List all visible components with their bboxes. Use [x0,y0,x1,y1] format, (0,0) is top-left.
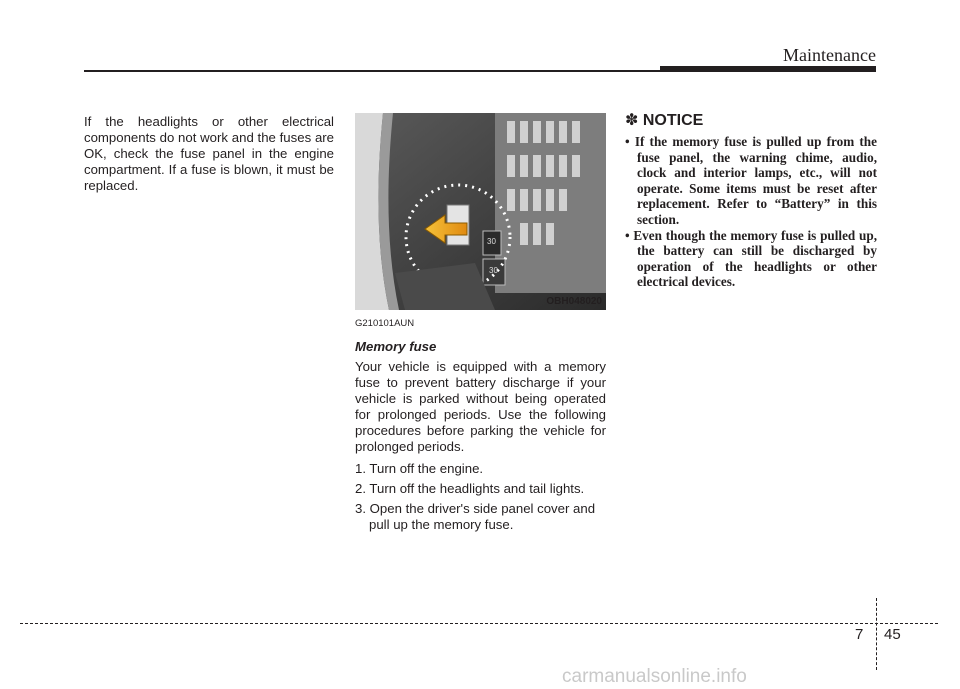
memory-fuse-figure [355,113,606,310]
notice-box [625,110,877,290]
notice-title: ✽ NOTICE [625,112,704,129]
watermark: carmanualsonline.info [562,666,747,687]
memory-fuse-intro: Your vehicle is equipped with a memory fuse to prevent battery discharge if your vehicle is parked without being operated for prolonged periods. Use the following procedures before parking the vehicle for prolonged periods. [355,359,606,454]
section-title: Maintenance [783,45,876,65]
section-code: G210101AUN [355,318,415,329]
notice-list [625,134,877,290]
memory-fuse-heading: Memory fuse [355,339,437,354]
fuse-panel-illustration [355,113,606,310]
procedure-list [355,461,606,533]
footer-divider [876,598,877,670]
notice-item: • Even though the memory fuse is pulled up, the battery can still be discharged by operation of the headlights or other electrical devices. [625,228,877,290]
notice-item: • If the memory fuse is pulled up from the fuse panel, the warning chime, audio, clock and interior lamps, etc., will not operate. Some items must be reset after replacement. Refer to “Battery” in this section. [625,134,877,228]
memory-fuse-section [355,316,606,537]
page-number: 45 [884,626,901,643]
procedure-step: 1. Turn off the engine. [355,461,484,476]
fuse-check-paragraph: If the headlights or other electrical components do not work and the fuses are OK, check the fuse panel in the engine compartment. If a fuse is blown, it must be replaced. [84,114,334,193]
header-rule-thick [660,66,876,72]
fuse-label-top: 30 [487,237,496,246]
procedure-step: 3. Open the driver's side panel cover and pull up the memory fuse. [355,501,596,532]
header-rule-thin [84,70,660,72]
footer-rule [20,623,938,624]
chapter-number: 7 [855,626,864,643]
figure-code: OBH048020 [546,296,602,307]
fuse-label-bottom: 30 [489,266,498,275]
procedure-step: 2. Turn off the headlights and tail lights. [355,481,585,496]
